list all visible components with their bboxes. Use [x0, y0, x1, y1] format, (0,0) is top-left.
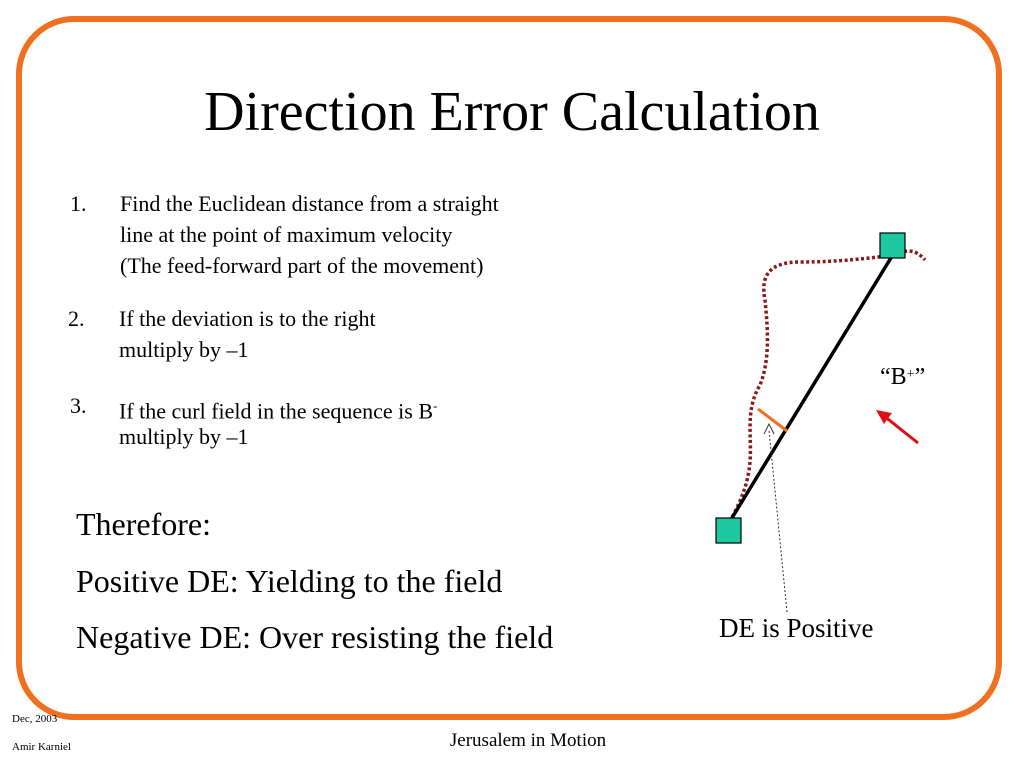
positive-de-statement: Positive DE: Yielding to the field: [76, 563, 503, 599]
field-direction-arrow: [884, 416, 918, 443]
step-3-superscript: -: [433, 398, 438, 413]
straight-line: [724, 248, 897, 531]
step-2-line-1: If the deviation is to the right: [119, 306, 376, 331]
step-2-number: 2.: [68, 306, 85, 331]
step-3-number: 3.: [70, 393, 87, 418]
field-label: [880, 362, 925, 392]
de-pointer-line: [769, 430, 787, 612]
de-positive-label: DE is Positive: [719, 613, 874, 643]
step-1-line-2: line at the point of maximum velocity: [120, 222, 453, 247]
slide-title: Direction Error Calculation: [204, 81, 820, 143]
footer-date: Dec, 2003: [12, 713, 58, 725]
field-label-sup: +: [906, 367, 915, 382]
step-1-line-3: (The feed-forward part of the movement): [120, 253, 484, 278]
field-label-close: ”: [914, 364, 926, 390]
start-target: [716, 518, 741, 543]
step-1-line-1: Find the Euclidean distance from a straight: [120, 191, 499, 216]
negative-de-statement: Negative DE: Over resisting the field: [76, 619, 554, 655]
end-target: [880, 233, 905, 258]
step-2-line-2: multiply by –1: [119, 337, 249, 362]
footer-title: Jerusalem in Motion: [449, 730, 607, 751]
step-1-number: 1.: [70, 191, 87, 216]
step-3-line-2: multiply by –1: [119, 424, 249, 449]
therefore-heading: Therefore:: [76, 506, 212, 542]
deviation-segment: [758, 409, 787, 431]
step-3-line-1-text: If the curl field in the sequence is B: [119, 398, 434, 424]
footer-author: Amir Karniel: [12, 741, 71, 753]
field-label-open: “B: [880, 364, 907, 390]
